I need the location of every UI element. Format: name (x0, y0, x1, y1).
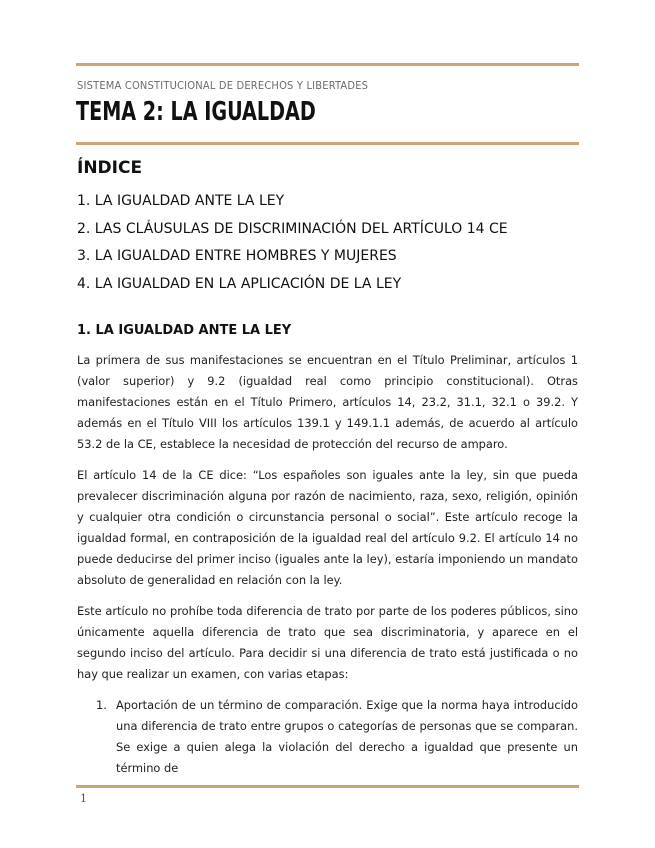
footer-rule (76, 785, 579, 788)
toc-item: 1. LA IGUALDAD ANTE LA LEY (77, 193, 285, 209)
index-heading: ÍNDICE (77, 158, 143, 178)
document-title: TEMA 2: LA IGUALDAD (76, 97, 316, 127)
list-item-number: 1. (96, 698, 107, 712)
toc-item: 3. LA IGUALDAD ENTRE HOMBRES Y MUJERES (77, 248, 397, 264)
header-top-rule (76, 63, 579, 66)
paragraph: El artículo 14 de la CE dice: “Los españoles son iguales ante la ley, sin que pueda prevalecer discriminación alguna por razón de nacimiento, raza, sexo, religión, opinión y cualquier otra condición o circunstancia personal o social”. Este artículo recoge la igualdad formal, en contraposición de la igualdad real del artículo 9.2. El artículo 14 no puede deducirse del primer inciso (iguales ante la ley), estaría imponiendo un mandato absoluto de generalidad en relación con la ley. (77, 468, 578, 587)
page-number: 1 (80, 792, 87, 805)
steps-list (77, 695, 578, 779)
list-item-text: Aportación de un término de comparación. Exige que la norma haya introducido una diferencia de trato entre grupos o categorías de personas que se comparan. Se exige a quien alega la violación del derecho a igualdad que presente un término de (116, 698, 578, 775)
document-subtitle: SISTEMA CONSTITUCIONAL DE DERECHOS Y LIBERTADES (77, 79, 369, 92)
list-item (77, 695, 578, 779)
toc-item: 4. LA IGUALDAD EN LA APLICACIÓN DE LA LEY (77, 275, 402, 292)
paragraph: La primera de sus manifestaciones se encuentran en el Título Preliminar, artículos 1 (valor superior) y 9.2 (igualdad real como principio constitucional). Otras manifestaciones están en el Título Primero, artículos 14, 23.2, 31.1, 32.1 o 39.2. Y además en el Título VIII los artículos 139.1 y 149.1.1 además, de acuerdo al artículo 53.2 de la CE, establece la necesidad de protección del recurso de amparo. (77, 353, 578, 451)
paragraph: Este artículo no prohíbe toda diferencia de trato por parte de los poderes públicos, sino únicamente aquella diferencia de trato que sea discriminatoria, y aparece en el segundo inciso del artículo. Para decidir si una diferencia de trato está justificada o no hay que realizar un examen, con varias etapas: (77, 604, 578, 681)
section-body (77, 350, 578, 779)
section-heading: 1. LA IGUALDAD ANTE LA LEY (77, 323, 292, 338)
toc-item: 2. LAS CLÁUSULAS DE DISCRIMINACIÓN DEL ARTÍCULO 14 CE (77, 220, 508, 237)
table-of-contents (77, 188, 508, 298)
header-bottom-rule (76, 142, 579, 145)
